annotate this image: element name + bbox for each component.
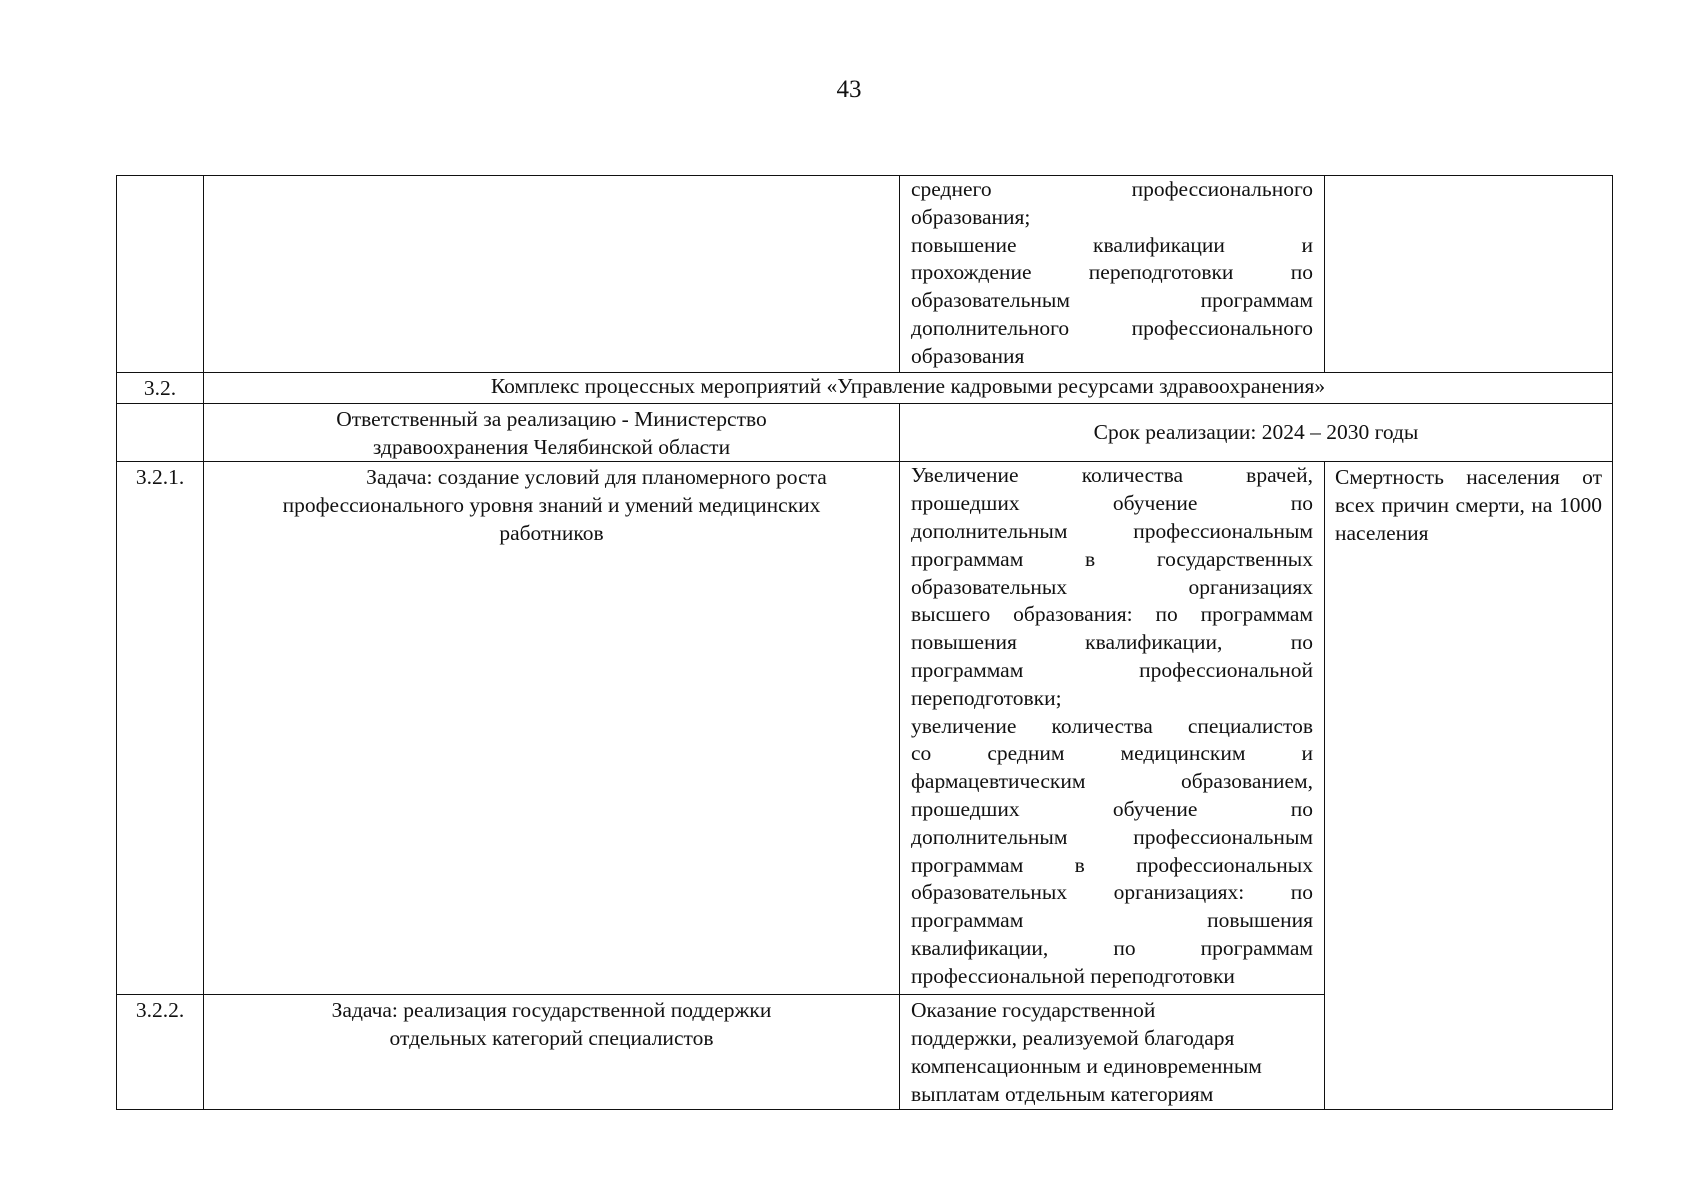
responsible-line: здравоохранения Челябинской области <box>372 434 731 459</box>
result-line: Увеличение количества врачей, <box>911 463 1313 488</box>
result-line: образовательных организациях: по <box>911 880 1313 905</box>
task-line: Задача: реализация государственной поддержки <box>331 998 772 1023</box>
result-line: компенсационным и единовременным <box>911 1053 1262 1078</box>
section-row <box>117 373 1613 404</box>
responsible-cell <box>204 403 900 462</box>
indicator-cell <box>1325 176 1613 373</box>
result-line: образования; <box>911 204 1031 229</box>
result-line: высшего образования: по программам <box>911 602 1313 627</box>
result-line: программам повышения <box>911 908 1313 933</box>
result-line: повышения квалификации, по <box>911 630 1313 655</box>
responsible-row <box>117 403 1613 462</box>
result-line: дополнительным профессиональным <box>911 518 1313 543</box>
result-cell <box>900 462 1325 995</box>
table-row <box>117 176 1613 373</box>
result-line: профессиональной переподготовки <box>911 963 1235 988</box>
number-cell <box>117 176 204 373</box>
task-line: отдельных категорий специалистов <box>389 1026 714 1051</box>
result-line: увеличение количества специалистов <box>911 713 1313 738</box>
result-line: выплатам отдельным категориям <box>911 1081 1214 1106</box>
result-cell <box>900 176 1325 373</box>
indicator-cell: Смертность населения от всех причин смерти, на 1000 населения <box>1325 462 1613 1110</box>
result-line: фармацевтическим образованием, <box>911 769 1313 794</box>
result-text <box>900 995 1324 1108</box>
result-line: повышение квалификации и <box>911 232 1313 257</box>
number-cell <box>117 403 204 462</box>
result-line: прохождение переподготовки по <box>911 260 1313 285</box>
result-line: квалификации, по программам <box>911 935 1313 960</box>
task-line: Задача: создание условий для планомерного роста <box>366 465 827 490</box>
result-line: прошедших обучение по <box>911 491 1313 516</box>
result-text <box>900 176 1324 371</box>
row-number: 3.2.2. <box>117 995 204 1110</box>
term-cell: Срок реализации: 2024 – 2030 годы <box>900 403 1613 462</box>
result-line: образования <box>911 343 1025 368</box>
page-number: 43 <box>836 76 862 103</box>
result-line: дополнительным профессиональным <box>911 824 1313 849</box>
result-line: поддержки, реализуемой благодаря <box>911 1026 1235 1051</box>
result-cell <box>900 995 1325 1110</box>
section-number: 3.2. <box>117 373 204 404</box>
result-line: образовательным программам <box>911 288 1313 313</box>
result-line: прошедших обучение по <box>911 796 1313 821</box>
result-line: Оказание государственной <box>911 998 1156 1023</box>
result-line: среднего профессионального <box>911 177 1313 201</box>
result-line: программам профессиональной <box>911 657 1313 682</box>
task-cell <box>204 176 900 373</box>
task-line: профессионального уровня знаний и умений медицинских <box>282 493 821 518</box>
task-cell <box>204 462 900 995</box>
result-line: программам в государственных <box>911 546 1313 571</box>
result-line: со средним медицинским и <box>911 741 1313 766</box>
task-cell <box>204 995 900 1110</box>
result-line: переподготовки; <box>911 685 1062 710</box>
responsible-line: Ответственный за реализацию - Министерство <box>336 406 767 431</box>
section-title: Комплекс процессных мероприятий «Управление кадровыми ресурсами здравоохранения» <box>204 373 1613 404</box>
program-table <box>116 175 1613 1110</box>
task-line: работников <box>499 520 604 545</box>
result-text <box>900 462 1324 990</box>
row-number: 3.2.1. <box>117 462 204 995</box>
table-row <box>117 462 1613 995</box>
result-line: образовательных организациях <box>911 574 1313 599</box>
result-line: программам в профессиональных <box>911 852 1313 877</box>
result-line: дополнительного профессионального <box>911 315 1313 340</box>
